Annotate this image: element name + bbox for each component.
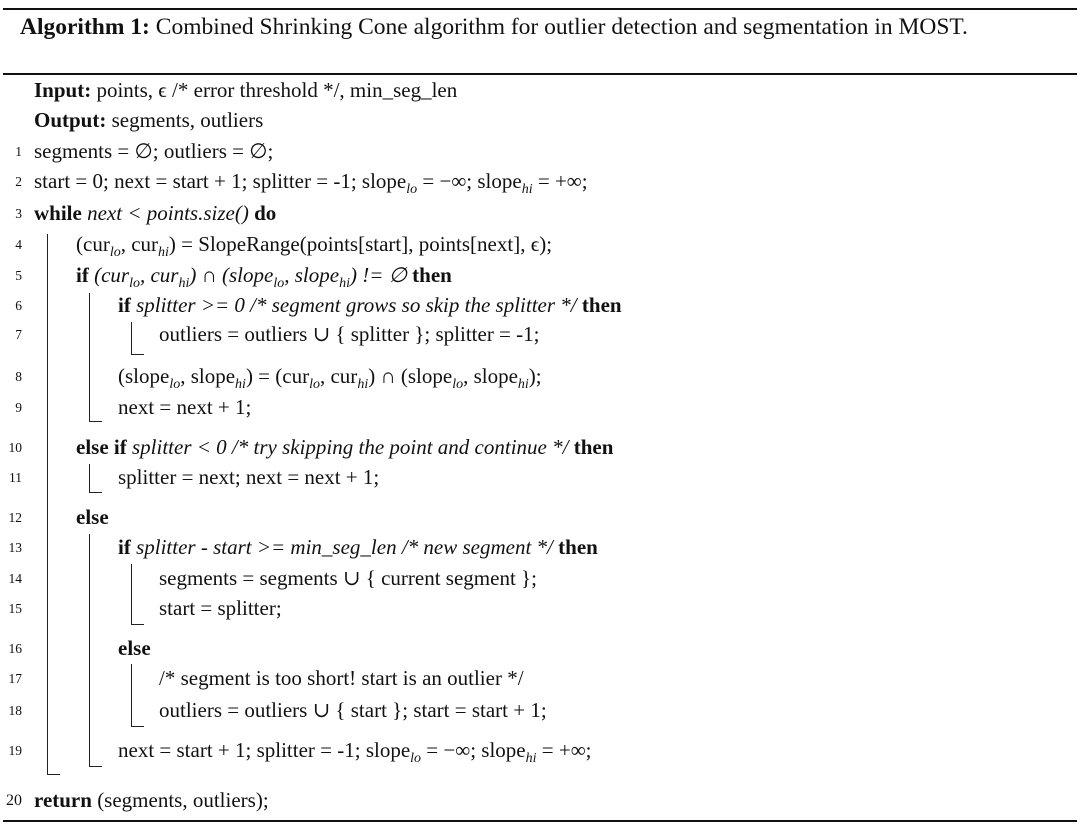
code-text: next = start + 1; splitter = -1; slope — [118, 738, 411, 762]
code-line-18 — [159, 697, 547, 723]
output-text: segments, outliers — [111, 108, 264, 132]
subscript-hi: hi — [339, 276, 350, 291]
subscript-lo: lo — [309, 377, 320, 392]
code-line-4 — [76, 231, 553, 260]
code-line-8 — [118, 363, 542, 392]
code-line-14 — [159, 565, 537, 591]
bottom-rule — [3, 820, 1077, 822]
inner-else-block-bar — [131, 664, 132, 726]
code-line-15 — [159, 595, 282, 621]
inner-if-block-bar — [131, 322, 132, 354]
code-text: , slope — [284, 263, 340, 287]
else-block-end — [89, 766, 102, 767]
inner-else-block-end — [131, 726, 144, 727]
code-condition: splitter - start >= min_seg_len /* new segment */ — [136, 535, 553, 559]
code-text: outliers = outliers ∪ { splitter }; splitter = -1; — [159, 322, 540, 346]
subscript-lo: lo — [452, 377, 464, 392]
code-condition: splitter < 0 /* try skipping the point and continue */ — [131, 435, 569, 459]
subscript-lo: lo — [406, 182, 418, 197]
code-line-13 — [118, 534, 598, 560]
line-number: 10 — [8, 440, 22, 455]
line-number: 4 — [15, 237, 22, 252]
line-number: 11 — [9, 470, 22, 485]
line-number: 6 — [15, 298, 22, 313]
code-text: segments = ∅; outliers = ∅; — [34, 139, 274, 163]
code-text: (cur — [94, 263, 130, 287]
code-text: next = next + 1; — [118, 395, 252, 419]
keyword-then: then — [581, 293, 622, 317]
keyword-then: then — [412, 263, 452, 287]
code-text: (slope — [118, 364, 170, 388]
subscript-hi: hi — [521, 182, 533, 197]
code-text: splitter = next; next = next + 1; — [118, 465, 380, 489]
line-number: 5 — [15, 268, 22, 283]
subscript-hi: hi — [525, 751, 537, 766]
else-block-bar — [89, 534, 90, 766]
caption-text: Combined Shrinking Cone algorithm for outlier detection and segmentation in MOST. — [155, 14, 968, 40]
line-number: 15 — [8, 601, 22, 616]
code-text: = −∞; slope — [421, 738, 526, 762]
line-number: 16 — [8, 641, 22, 656]
subscript-hi: hi — [178, 276, 190, 291]
code-text: ) = SlopeRange(points[start], points[next], ϵ); — [168, 232, 553, 256]
subscript-lo: lo — [273, 276, 285, 291]
line-number: 17 — [8, 671, 22, 686]
line-number: 14 — [8, 571, 22, 586]
code-text: , slope — [180, 364, 236, 388]
keyword-if: if — [118, 293, 131, 317]
code-line-1 — [34, 138, 273, 164]
code-line-20 — [34, 787, 269, 813]
line-number: 2 — [15, 174, 22, 189]
code-line-7 — [159, 321, 539, 347]
code-text: start = 0; next = start + 1; splitter = -1; slope — [34, 169, 407, 193]
input-label: Input: — [34, 78, 92, 102]
code-text: = −∞; slope — [417, 169, 522, 193]
output-label: Output: — [34, 108, 107, 132]
code-text: ) ∩ (slope — [368, 364, 453, 388]
top-rule — [3, 8, 1077, 10]
code-condition: next < points.size() — [87, 201, 249, 225]
code-text: , cur — [120, 232, 159, 256]
code-line-10 — [76, 434, 613, 460]
caption-rule — [3, 73, 1077, 75]
if-block-end — [89, 421, 102, 422]
subscript-lo: lo — [109, 245, 121, 260]
code-text: , slope — [463, 364, 518, 388]
code-text: ) != ∅ — [349, 263, 407, 287]
line-number: 1 — [15, 144, 22, 159]
inner-if2-block-end — [131, 624, 144, 625]
code-text: ); — [528, 364, 542, 388]
keyword-do: do — [254, 201, 277, 225]
line-number: 13 — [8, 540, 22, 555]
keyword-else: else — [118, 636, 151, 660]
line-number: 19 — [8, 743, 22, 758]
line-number: 9 — [15, 400, 22, 415]
code-text: (cur — [76, 232, 110, 256]
subscript-hi: hi — [235, 377, 246, 392]
keyword-else-if: else if — [76, 435, 127, 459]
keyword-return: return — [34, 788, 92, 812]
code-text: = +∞; — [532, 169, 588, 193]
keyword-then: then — [558, 535, 598, 559]
caption-label: Algorithm 1: — [20, 14, 150, 40]
keyword-else: else — [76, 505, 109, 529]
keyword-if: if — [118, 535, 131, 559]
code-text: outliers = outliers ∪ { start }; start = start + 1; — [159, 698, 547, 722]
keyword-while: while — [34, 201, 82, 225]
code-line-19 — [118, 737, 592, 766]
line-number: 3 — [15, 206, 22, 221]
else-if-block-bar — [89, 464, 90, 492]
line-number: 12 — [8, 510, 22, 525]
code-comment: /* segment is too short! start is an outlier */ — [159, 666, 524, 690]
code-line-2 — [34, 168, 588, 197]
while-block-end — [47, 774, 60, 775]
if-block-bar — [89, 293, 90, 421]
code-line-9 — [118, 394, 251, 420]
algorithm-caption — [20, 12, 1060, 42]
code-text: = +∞; — [536, 738, 592, 762]
line-number: 20 — [6, 792, 22, 809]
subscript-hi: hi — [158, 245, 169, 260]
code-text: (segments, outliers); — [97, 788, 269, 812]
keyword-if: if — [76, 263, 89, 287]
code-text: ) ∩ (slope — [189, 263, 274, 287]
else-if-block-end — [89, 492, 102, 493]
line-number: 18 — [8, 703, 22, 718]
input-text: points, ϵ /* error threshold */, min_seg_len — [96, 78, 458, 102]
code-line-16 — [118, 635, 151, 661]
subscript-lo: lo — [129, 276, 140, 291]
output-line — [34, 107, 263, 133]
code-line-17 — [159, 665, 524, 691]
subscript-hi: hi — [357, 377, 369, 392]
line-number: 8 — [15, 369, 22, 384]
code-text: ) = (cur — [245, 364, 310, 388]
code-line-6 — [118, 292, 622, 318]
while-block-bar — [47, 234, 48, 774]
code-text: , cur — [319, 364, 358, 388]
code-text: segments = segments ∪ { current segment }; — [159, 566, 537, 590]
subscript-lo: lo — [410, 751, 422, 766]
keyword-then: then — [573, 435, 614, 459]
code-line-5 — [76, 262, 452, 291]
code-condition: splitter >= 0 /* segment grows so skip the splitter */ — [136, 293, 577, 317]
code-line-11 — [118, 464, 379, 490]
inner-if-block-end — [131, 354, 144, 355]
code-text: start = splitter; — [159, 596, 282, 620]
code-text: , cur — [139, 263, 179, 287]
input-line — [34, 77, 457, 103]
subscript-lo: lo — [169, 377, 181, 392]
subscript-hi: hi — [517, 377, 529, 392]
code-line-12 — [76, 504, 109, 530]
code-line-3 — [34, 200, 276, 226]
line-number: 7 — [15, 327, 22, 342]
inner-if2-block-bar — [131, 564, 132, 624]
